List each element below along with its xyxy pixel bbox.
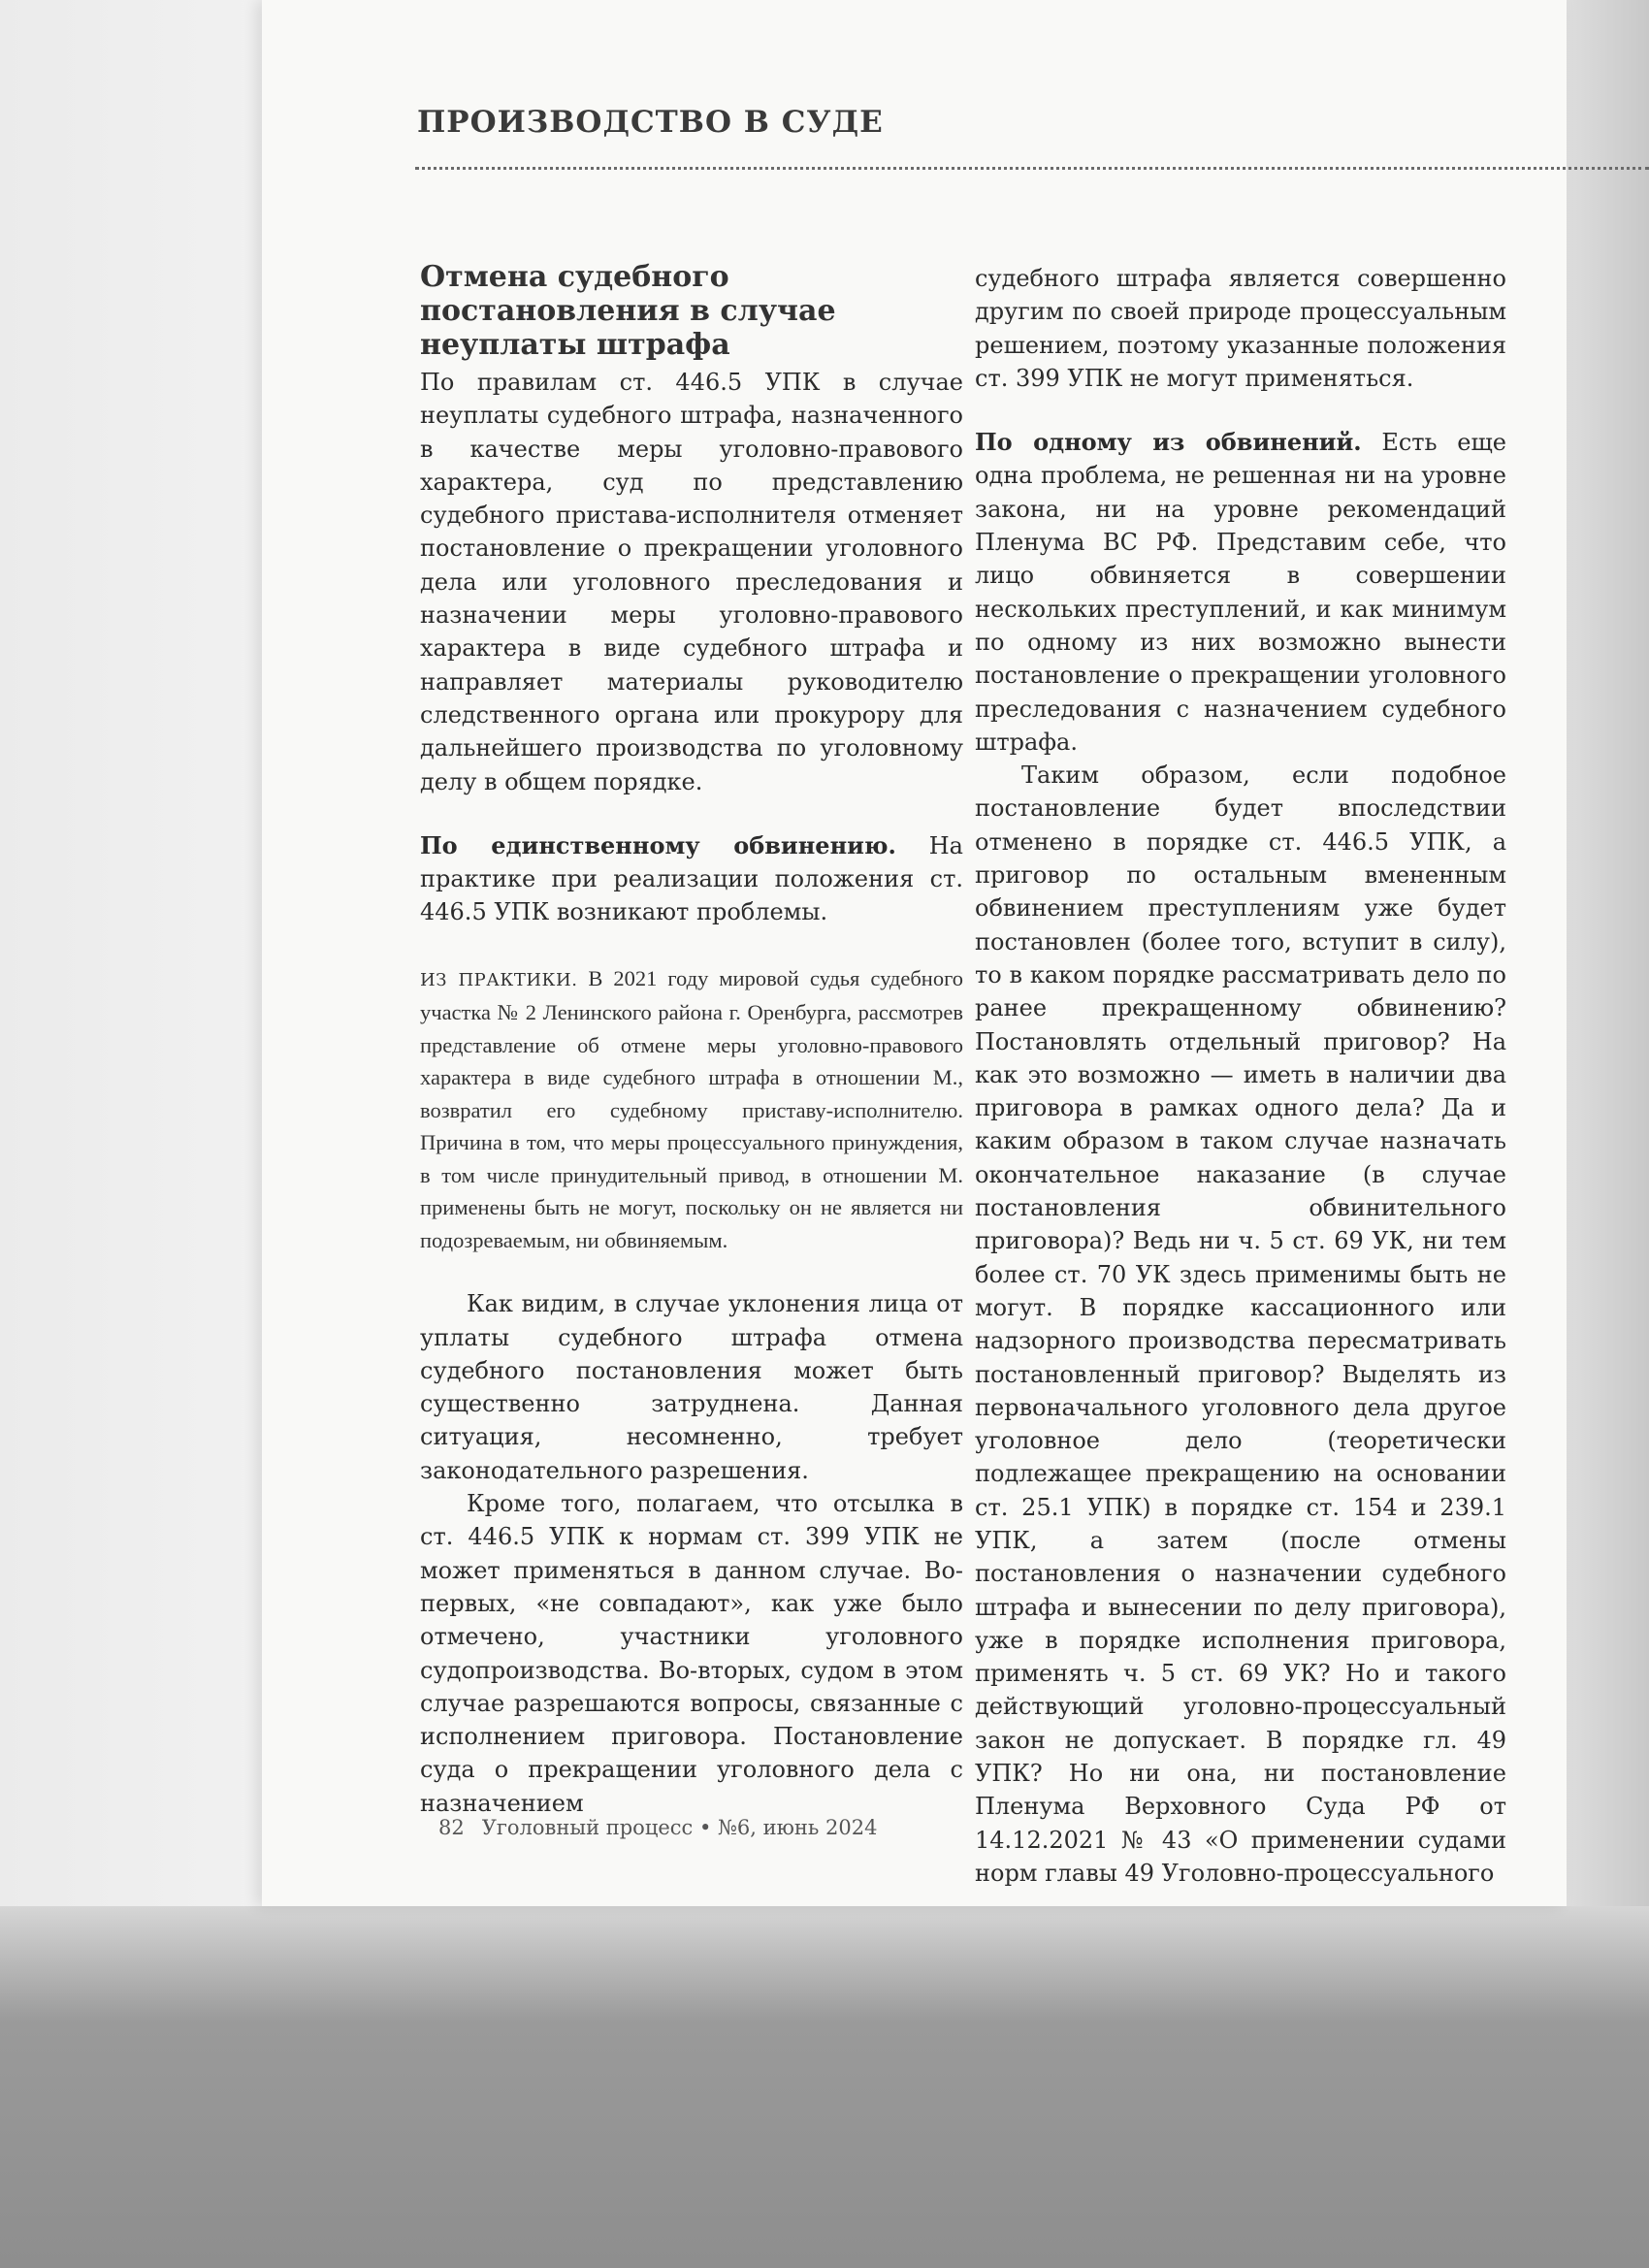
section-header: ПРОИЗВОДСТВО В СУДЕ [417,105,884,140]
subheading-one-charge-text: Есть еще одна проблема, не решенная ни на уровне закона, ни на уровне рекомендаций Пленума ВС РФ. Представим себе, что лицо обвиняется в совершении нескольких преступлений, и как минимум по одному из них возможно вынести постановление о прекращении уголовного преследования с назначением судебного штрафа. [975,429,1507,756]
subheading-paragraph-one-charge [975,426,1506,759]
practice-text: В 2021 году мировой судья судебного участка № 2 Ленинского района г. Оренбурга, рассмотрев представление об отмене меры уголовно-правового характера в виде судебного штрафа в отношении М., возвратил его судебному приставу-исполнителю. Причина в том, что меры процессуального принуждения, в том числе принудительный привод, в отношении М. применены быть не могут, поскольку он не является ни подозреваемым, ни обвиняемым. [420,965,963,1252]
subheading-one-charge: По одному из обвинений. [975,428,1362,457]
intro-paragraph: По правилам ст. 446.5 УПК в случае неуплаты судебного штрафа, назначенного в качестве меры уголовно-правового характера, суд по представлению судебного пристава-исполнителя отменяет постановление о прекращении уголовного дела или уголовного преследования и назначении меры уголовно-правового характера в виде судебного штрафа и направляет материалы руководителю следственного органа или прокурору для дальнейшего производства по уголовному делу в общем порядке. [420,369,963,795]
page-footer [438,1816,894,1839]
paragraph-besides: Кроме того, полагаем, что отсылка в ст. 446.5 УПК к нормам ст. 399 УПК не может применяться в данном случае. Во-первых, «не совпадают», как уже было отмечено, участники уголовного судопроизводства. Во-вторых, судом в этом случае разрешаются вопросы, связанные с исполнением приговора. Постановление суда о прекращении уголовного дела с назначением [420,1490,963,1817]
subheading-paragraph-single-charge [420,829,963,929]
page-number: 82 [438,1816,465,1839]
right-column [975,262,1506,1890]
article-title: Отмена судебного постановления в случае неуплаты штрафа [420,260,836,362]
practice-box [420,962,963,1257]
left-column [420,260,963,1820]
practice-label: ИЗ ПРАКТИКИ. [420,969,578,990]
background-shadow [0,1906,1649,2268]
subheading-single-charge: По единственному обвинению. [420,830,896,859]
header-dotted-rule [415,167,1649,170]
journal-issue: Уголовный процесс • №6, июнь 2024 [481,1816,878,1839]
subheading-single-charge-text: На практике при реализации положения ст. 446.5 УПК возникают проблемы. [420,831,963,926]
paragraph-thus: Таким образом, если подобное постановление будет впоследствии отменено в порядке ст. 446.5 УПК, а приговор по остальным вмененным обвинением преступлениям уже будет постановлен (более того, вступит в силу), то в каком порядке рассматривать дело по ранее прекращенному обвинению? Постановлять отдельный приговор? На как это возможно — иметь в наличии два приговора в рамках одного дела? Да и каким образом в таком случае назначать окончательное наказание (в случае постановления обвинительного приговора)? Ведь ни ч. 5 ст. 69 УК, ни тем более ст. 70 УК здесь применимы быть не могут. В порядке кассационного или надзорного производства пересматривать постановленный приговор? Выделять из первоначального уголовного дела другое уголовное дело (теоретически подлежащее прекращению на основании ст. 25.1 УПК) в порядке ст. 154 и 239.1 УПК, а затем (после отмены постановления о назначении судебного штрафа и вынесении по делу приговора), уже в порядке исполнения приговора, применять ч. 5 ст. 69 УК? Но и такого действующий уголовно-процессуальный закон не допускает. В порядке гл. 49 УПК? Но ни она, ни постановление Пленума Верховного Суда РФ от 14.12.2021 № 43 «О применении судами норм главы 49 Уголовно-процессуального [975,761,1506,1887]
continuation-paragraph: судебного штрафа является совершенно другим по своей природе процессуальным решением, поэтому указанные положения ст. 399 УПК не могут применяться. [975,265,1506,392]
paragraph-as-we-see: Как видим, в случае уклонения лица от уплаты судебного штрафа отмена судебного постановления может быть существенно затруднена. Данная ситуация, несомненно, требует законодательного разрешения. [420,1290,963,1484]
